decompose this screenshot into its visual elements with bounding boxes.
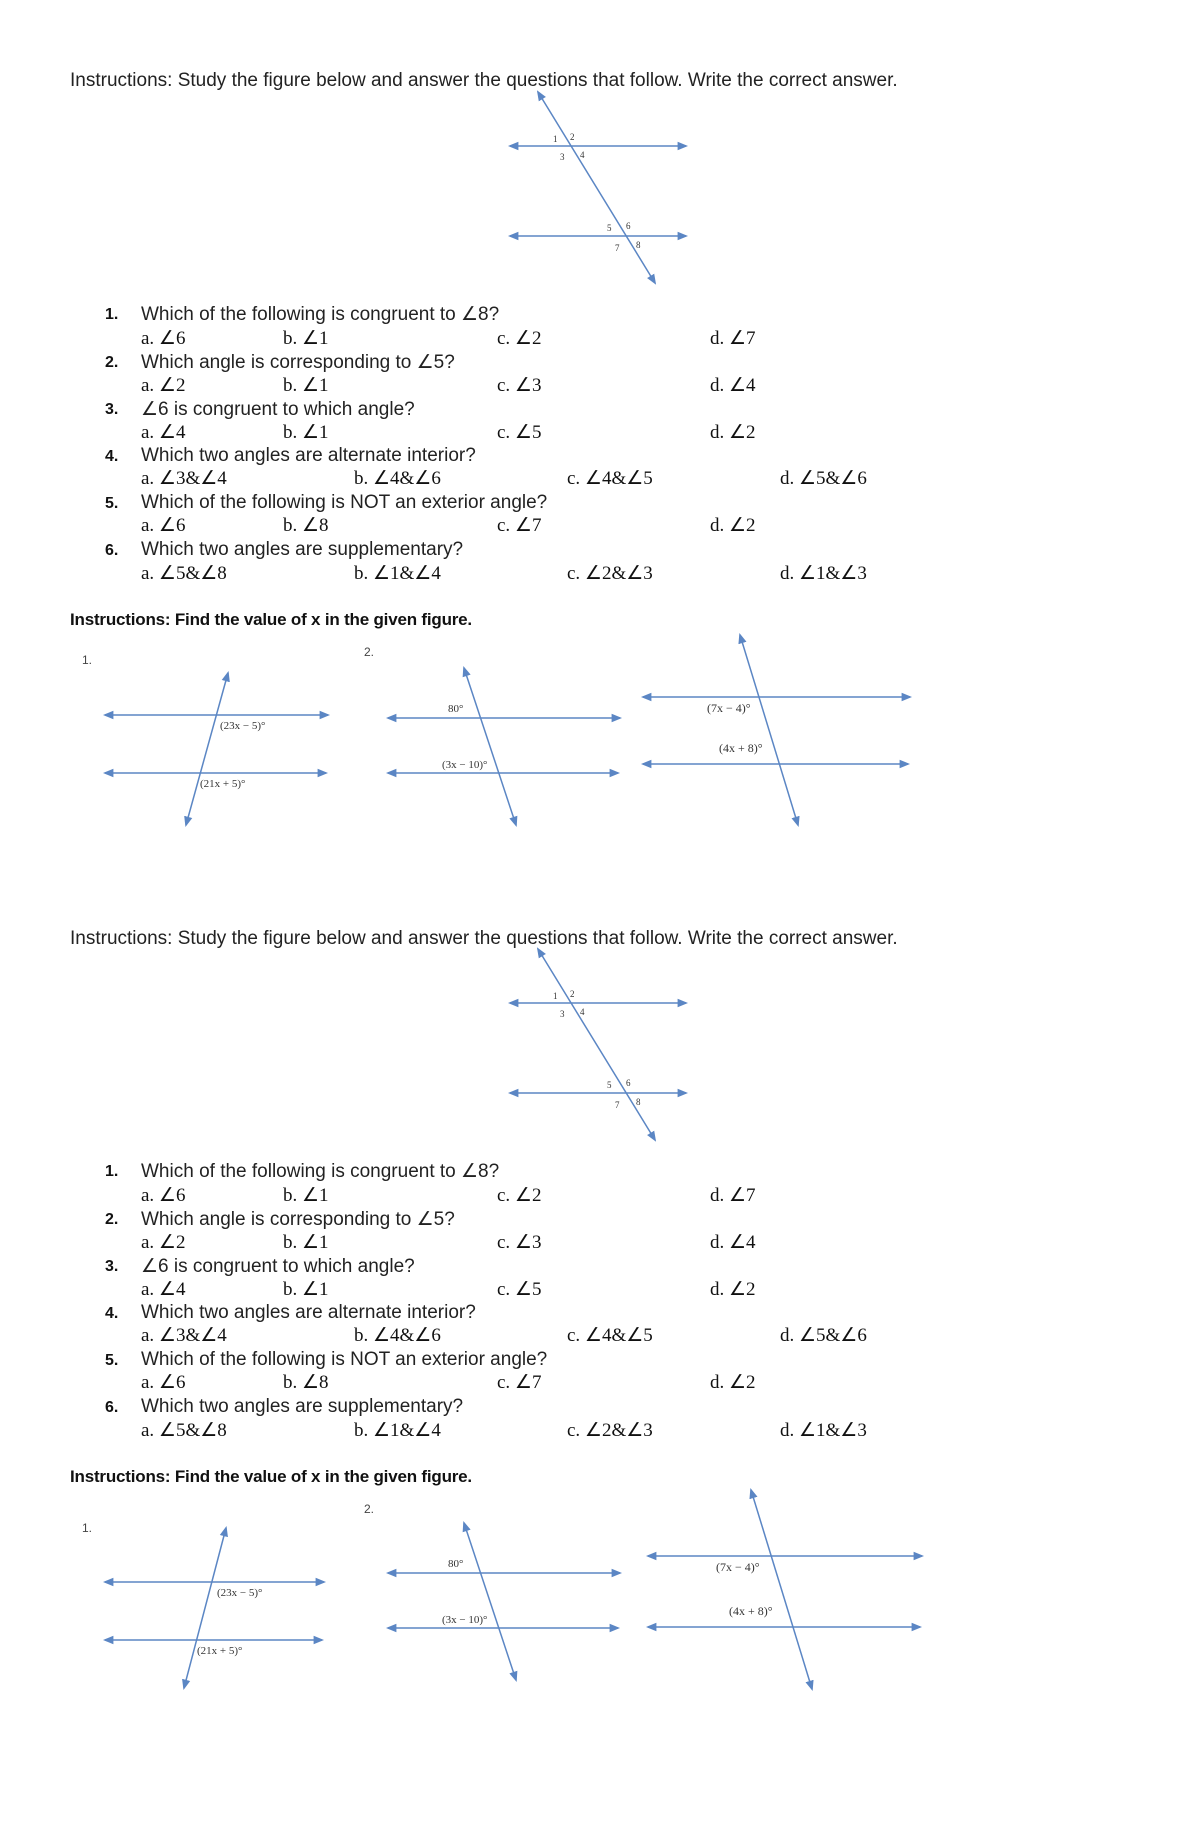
angle-label-8: 8 [636,240,641,250]
answer-option-c: c. ∠4&∠5 [567,468,653,489]
answer-option-a: a. ∠5&∠8 [141,1420,227,1441]
question-number: 2. [105,1211,119,1228]
answer-option-b: b. ∠1&∠4 [354,1420,441,1441]
answer-option-b: b. ∠1&∠4 [354,563,441,584]
angle-expression-2: (3x − 10)° [442,1614,488,1626]
answer-option-b: b. ∠4&∠6 [354,1325,441,1346]
answer-option-b: b. ∠1 [283,1232,329,1253]
instructions-find-x: Instructions: Find the value of x in the given figure. [70,610,472,629]
answer-option-c: c. ∠7 [497,515,542,536]
question-number: 4. [105,1305,119,1322]
answer-option-c: c. ∠2&∠3 [567,563,653,584]
answer-option-a: a. ∠6 [141,515,186,536]
answer-option-b: b. ∠1 [283,328,329,349]
question-text: ∠6 is congruent to which angle? [141,399,415,420]
question-text: Which of the following is congruent to ∠8? [141,1161,500,1182]
question-number: 2. [105,354,119,371]
parallel-lines-figure-3 [635,630,920,835]
parallel-lines-figure-3 [640,1485,930,1695]
question-text: Which of the following is NOT an exterior angle? [141,1349,548,1370]
question-number: 5. [105,1352,119,1369]
answer-option-a: a. ∠3&∠4 [141,468,227,489]
angle-expression-2: (4x + 8)° [729,1604,773,1618]
answer-option-a: a. ∠5&∠8 [141,563,227,584]
figure-number-2: 2. [364,1502,375,1516]
answer-option-c: c. ∠5 [497,1279,542,1300]
answer-option-d: d. ∠2 [710,422,756,443]
answer-option-c: c. ∠2 [497,328,542,349]
answer-option-d: d. ∠2 [710,1279,756,1300]
angle-label-6: 6 [626,1078,631,1088]
answer-option-a: a. ∠2 [141,1232,186,1253]
transversal-figure [500,945,700,1145]
answer-option-c: c. ∠7 [497,1372,542,1393]
answer-option-b: b. ∠8 [283,1372,329,1393]
angle-expression-2: (3x − 10)° [442,759,488,771]
answer-option-c: c. ∠5 [497,422,542,443]
answer-option-d: d. ∠4 [710,1232,756,1253]
angle-label-7: 7 [615,243,620,253]
answer-option-c: c. ∠3 [497,375,542,396]
angle-label-8: 8 [636,1097,641,1107]
angle-label-2: 2 [570,132,575,142]
answer-option-a: a. ∠6 [141,328,186,349]
angle-label-7: 7 [615,1100,620,1110]
question-text: Which angle is corresponding to ∠5? [141,352,455,373]
answer-option-a: a. ∠4 [141,422,186,443]
angle-label-1: 1 [553,134,558,144]
answer-option-d: d. ∠5&∠6 [780,468,867,489]
angle-expression-1: (23x − 5)° [220,720,266,732]
question-text: Which of the following is NOT an exterior angle? [141,492,548,513]
answer-option-c: c. ∠4&∠5 [567,1325,653,1346]
question-number: 6. [105,542,119,559]
question-number: 3. [105,1258,119,1275]
answer-option-a: a. ∠4 [141,1279,186,1300]
answer-option-b: b. ∠1 [283,1279,329,1300]
answer-option-b: b. ∠4&∠6 [354,468,441,489]
answer-option-b: b. ∠1 [283,375,329,396]
question-number: 6. [105,1399,119,1416]
question-text: Which angle is corresponding to ∠5? [141,1209,455,1230]
question-number: 3. [105,401,119,418]
answer-option-c: c. ∠2&∠3 [567,1420,653,1441]
answer-option-d: d. ∠1&∠3 [780,563,867,584]
angle-label-6: 6 [626,221,631,231]
parallel-lines-figure-2 [380,1515,630,1690]
answer-option-a: a. ∠6 [141,1185,186,1206]
answer-option-a: a. ∠2 [141,375,186,396]
answer-option-d: d. ∠2 [710,515,756,536]
instructions-find-x: Instructions: Find the value of x in the given figure. [70,1467,472,1486]
angle-expression-1: 80° [448,703,464,715]
angle-expression-2: (21x + 5)° [200,778,246,790]
figure-number-1: 1. [82,1521,93,1535]
angle-expression-1: (7x − 4)° [707,701,751,715]
angle-label-3: 3 [560,1009,565,1019]
question-number: 1. [105,306,119,323]
angle-expression-2: (21x + 5)° [197,1645,243,1657]
instructions-study-figure: Instructions: Study the figure below and answer the questions that follow. Write the correct answer. [70,928,898,949]
question-number: 5. [105,495,119,512]
angle-expression-1: (7x − 4)° [716,1560,760,1574]
question-text: Which of the following is congruent to ∠8? [141,304,500,325]
answer-option-b: b. ∠1 [283,1185,329,1206]
answer-option-a: a. ∠3&∠4 [141,1325,227,1346]
answer-option-d: d. ∠4 [710,375,756,396]
question-text: Which two angles are alternate interior? [141,445,476,466]
parallel-lines-figure-1 [100,665,340,835]
question-text: Which two angles are supplementary? [141,539,464,560]
angle-label-4: 4 [580,1007,585,1017]
angle-label-4: 4 [580,150,585,160]
angle-label-2: 2 [570,989,575,999]
answer-option-a: a. ∠6 [141,1372,186,1393]
question-number: 1. [105,1163,119,1180]
answer-option-c: c. ∠2 [497,1185,542,1206]
parallel-lines-figure-1 [100,1520,340,1695]
angle-label-5: 5 [607,1080,612,1090]
answer-option-c: c. ∠3 [497,1232,542,1253]
angle-label-1: 1 [553,991,558,1001]
answer-option-d: d. ∠2 [710,1372,756,1393]
question-number: 4. [105,448,119,465]
question-text: Which two angles are supplementary? [141,1396,464,1417]
answer-option-b: b. ∠8 [283,515,329,536]
parallel-lines-figure-2 [380,660,630,835]
instructions-study-figure: Instructions: Study the figure below and answer the questions that follow. Write the correct answer. [70,70,898,91]
question-text: ∠6 is congruent to which angle? [141,1256,415,1277]
answer-option-d: d. ∠1&∠3 [780,1420,867,1441]
answer-option-d: d. ∠7 [710,1185,756,1206]
angle-expression-1: (23x − 5)° [217,1587,263,1599]
transversal-line [538,92,655,283]
answer-option-d: d. ∠7 [710,328,756,349]
angle-expression-2: (4x + 8)° [719,741,763,755]
transversal-line [538,949,655,1140]
question-text: Which two angles are alternate interior? [141,1302,476,1323]
figure-number-1: 1. [82,653,93,667]
angle-label-5: 5 [607,223,612,233]
angle-label-3: 3 [560,152,565,162]
angle-expression-1: 80° [448,1558,464,1570]
figure-number-2: 2. [364,645,375,659]
answer-option-b: b. ∠1 [283,422,329,443]
answer-option-d: d. ∠5&∠6 [780,1325,867,1346]
transversal-figure [500,88,700,288]
